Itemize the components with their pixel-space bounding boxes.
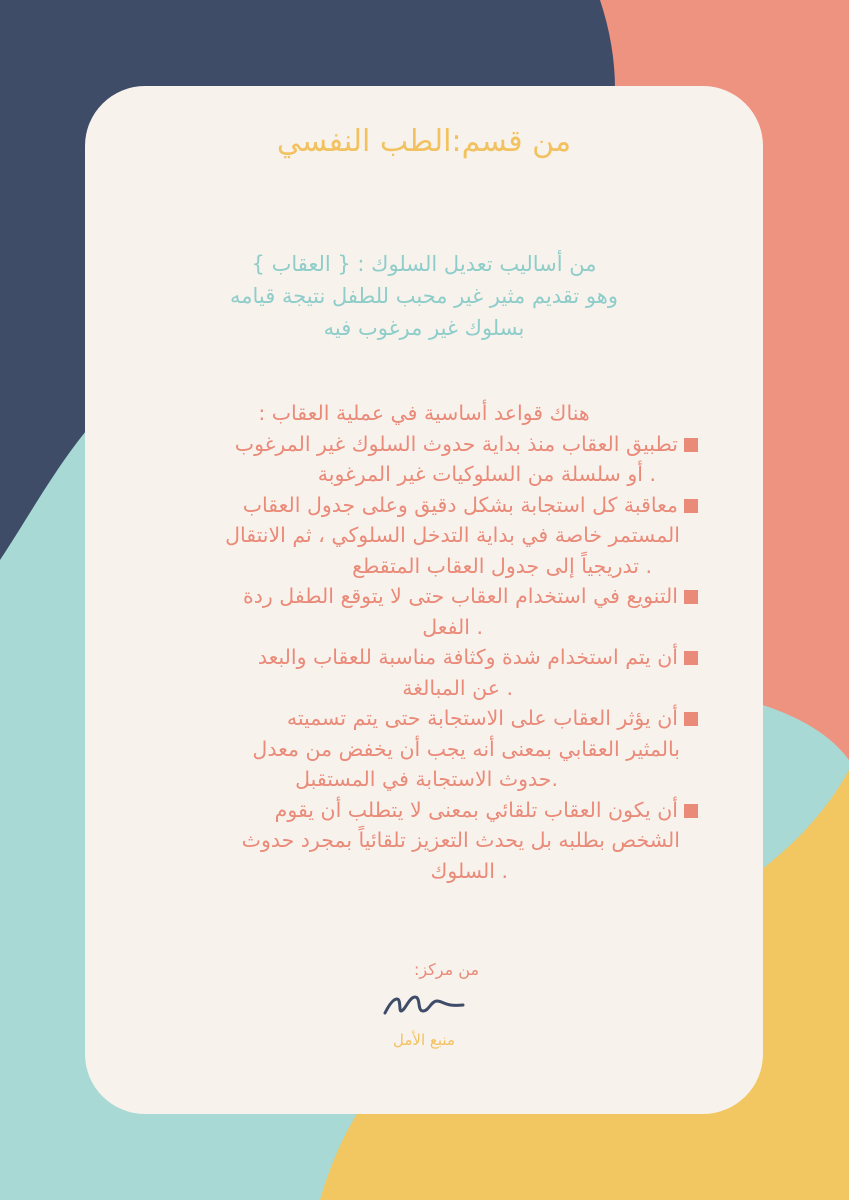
footer [85,960,763,1049]
rule-text: أن يكون العقاب تلقائي بمعنى لا يتطلب أن يقوم [274,797,678,822]
footer-from-label: من مركز: [413,960,480,979]
intro-line-3: بسلوك غير مرغوب فيه [323,316,525,340]
intro-line-1: من أساليب تعديل السلوك : { العقاب } [251,252,597,276]
rule-text: . تدريجياً إلى جدول العقاب المتقطع [352,553,652,578]
organization-name: منبع الأمل [393,1031,455,1049]
rule-item [150,490,698,582]
page-title: من قسم:الطب النفسي [276,124,572,159]
square-bullet-icon [684,651,698,665]
content-card [85,86,763,1114]
signature-logo-icon [379,987,469,1021]
square-bullet-icon [684,712,698,726]
rule-text: أن يؤثر العقاب على الاستجابة حتى يتم تسميته [286,706,678,730]
square-bullet-icon [684,590,698,604]
rule-item [150,581,698,642]
rule-text: تطبيق العقاب منذ بداية حدوث السلوك غير المرغوب [234,431,678,456]
square-bullet-icon [684,438,698,452]
rule-item [150,429,698,490]
rule-item [150,642,698,703]
rule-text: . الفعل [422,614,483,639]
rule-text: المستمر خاصة في بداية التدخل السلوكي ، ثم الانتقال [225,523,680,547]
rule-text: معاقبة كل استجابة بشكل دقيق وعلى جدول العقاب [242,492,678,517]
square-bullet-icon [684,499,698,513]
rule-text: .حدوث الاستجابة في المستقبل [295,767,558,791]
rule-text: . عن المبالغة [402,675,513,700]
rule-text: . السلوك [430,858,508,883]
intro-line-2: وهو تقديم مثير غير محبب للطفل نتيجة قيامه [230,284,618,308]
rule-text: بالمثير العقابي بمعنى أنه يجب أن يخفض من معدل [252,736,680,761]
rules-section [150,398,698,886]
rule-text: التنويع في استخدام العقاب حتى لا يتوقع الطفل ردة [243,584,678,608]
rules-heading: هناك قواعد أساسية في عملية العقاب : [258,401,590,425]
rule-item [150,795,698,887]
rule-item [150,703,698,795]
intro-text [145,248,703,344]
rule-text: الشخص بطلبه بل يحدث التعزيز تلقائياً بمجرد حدوث [241,828,680,852]
rule-text: . أو سلسلة من السلوكيات غير المرغوبة [317,462,656,486]
rule-text: أن يتم استخدام شدة وكثافة مناسبة للعقاب والبعد [257,645,678,669]
square-bullet-icon [684,804,698,818]
